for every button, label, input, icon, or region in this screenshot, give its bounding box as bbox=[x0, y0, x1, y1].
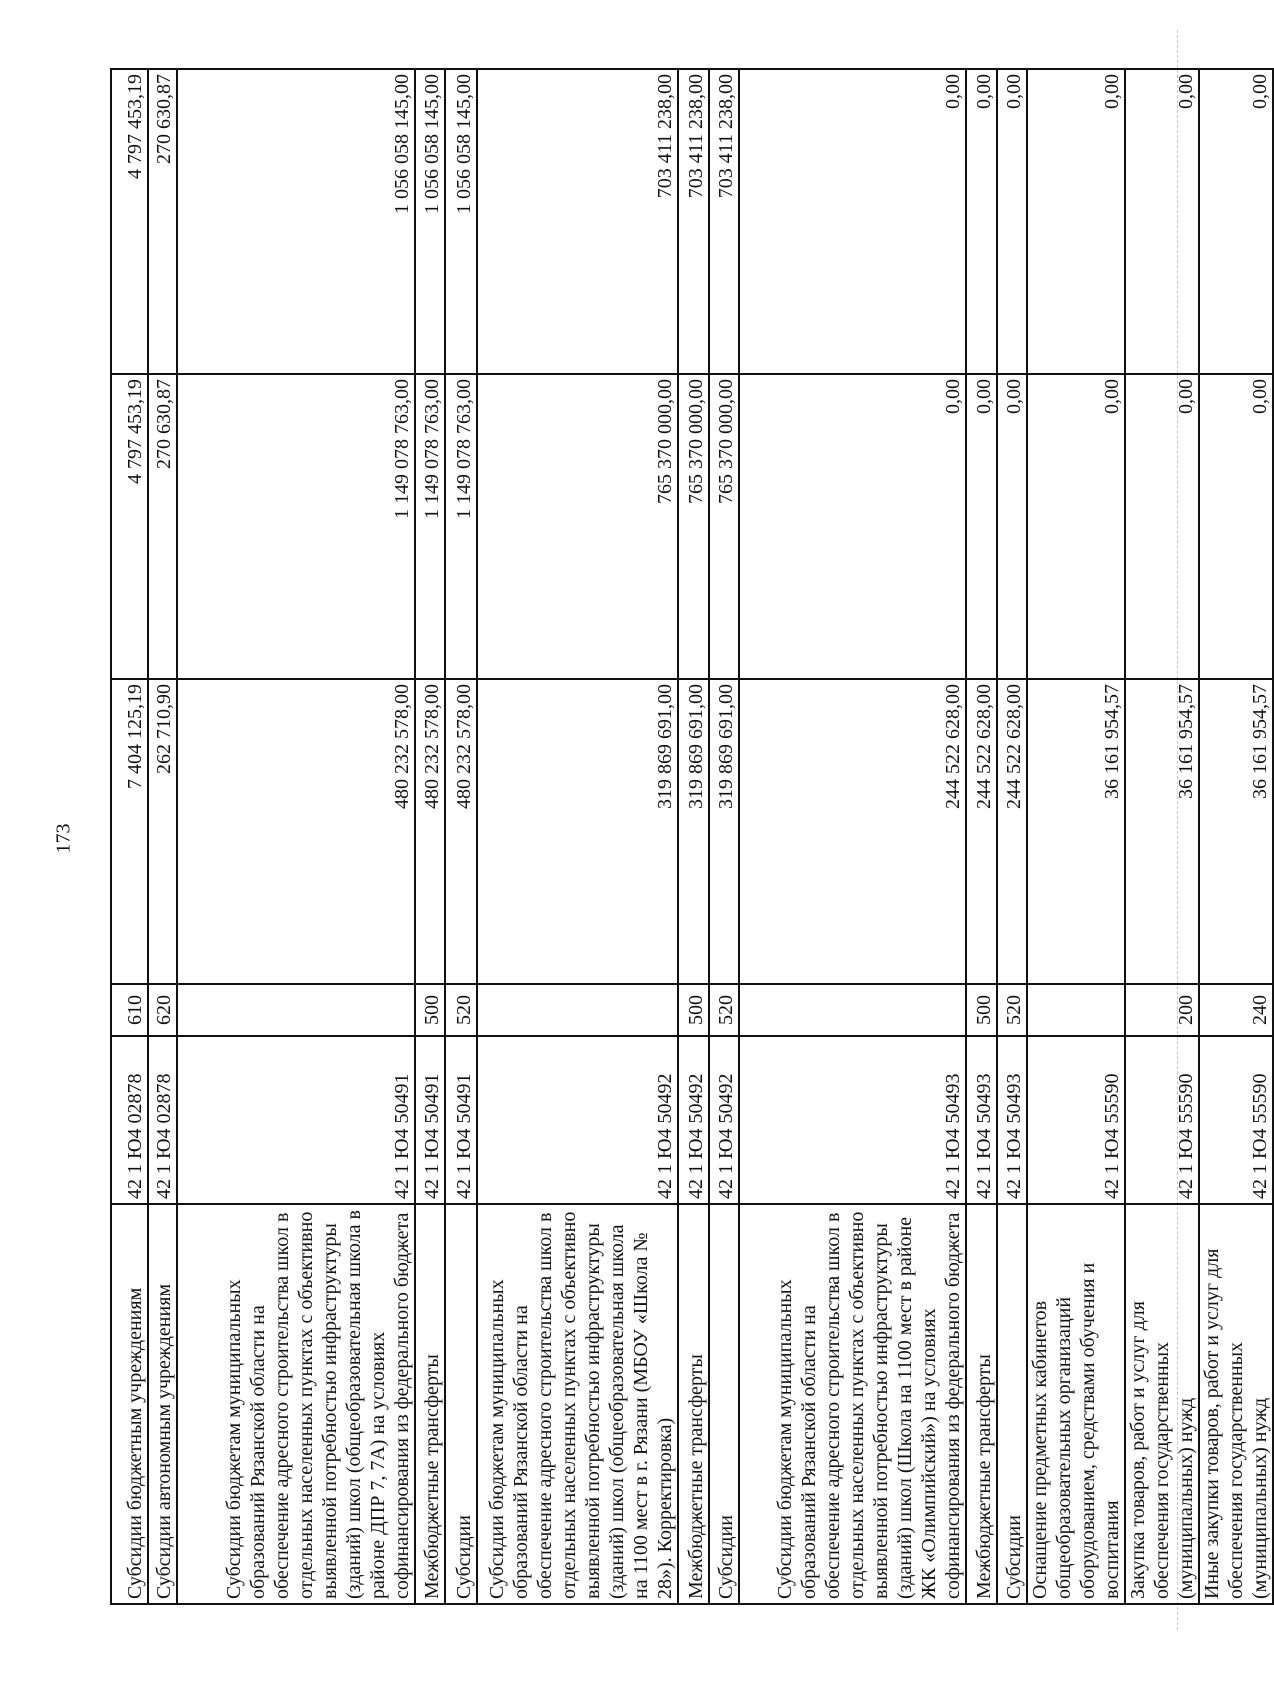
row-value-1: 480 232 578,00 bbox=[445, 679, 477, 984]
table-row bbox=[111, 69, 148, 1604]
row-value-3: 0,00 bbox=[739, 69, 966, 374]
row-type: 500 bbox=[678, 984, 709, 1036]
row-type bbox=[477, 984, 678, 1036]
row-description: Субсидии бюджетам муниципальных образований Рязанской области на обеспечение адресного строительства школ в отдельных населенных пунктах с объективно выявленной потребностью инфраструктуры (зданий) школ (общеобразовательная школа в районе ДПР 7, 7А) на условиях софинансирования из федерального бюджета bbox=[177, 1204, 415, 1604]
row-value-1: 319 869 691,00 bbox=[477, 679, 678, 984]
row-value-2: 0,00 bbox=[997, 374, 1027, 679]
table-row bbox=[997, 69, 1027, 1604]
row-value-2: 765 370 000,00 bbox=[678, 374, 709, 679]
row-code: 42 1 Ю4 50493 bbox=[997, 1036, 1027, 1204]
row-code: 42 1 Ю4 50492 bbox=[678, 1036, 709, 1204]
table-row bbox=[1027, 69, 1125, 1604]
row-value-2: 1 149 078 763,00 bbox=[415, 374, 445, 679]
row-code: 42 1 Ю4 50492 bbox=[477, 1036, 678, 1204]
row-code: 42 1 Ю4 50492 bbox=[709, 1036, 739, 1204]
row-value-1: 480 232 578,00 bbox=[177, 679, 415, 984]
row-description: Субсидии бюджетам муниципальных образований Рязанской области на обеспечение адресного строительства школ в отдельных населенных пунктах с объективно выявленной потребностью инфраструктуры (зданий) школ (общеобразовательная школа на 1100 мест в г. Рязани (МБОУ «Школа № 28»). Корректировка) bbox=[477, 1204, 678, 1604]
row-value-2: 1 149 078 763,00 bbox=[177, 374, 415, 679]
row-value-2: 0,00 bbox=[1199, 374, 1273, 679]
row-value-3: 703 411 238,00 bbox=[678, 69, 709, 374]
row-type bbox=[739, 984, 966, 1036]
row-description: Субсидии автономным учреждениям bbox=[148, 1204, 177, 1604]
row-type: 500 bbox=[415, 984, 445, 1036]
row-value-3: 4 797 453,19 bbox=[111, 69, 148, 374]
row-value-3: 0,00 bbox=[1125, 69, 1199, 374]
table-row bbox=[148, 69, 177, 1604]
row-value-2: 1 149 078 763,00 bbox=[445, 374, 477, 679]
row-value-1: 244 522 628,00 bbox=[997, 679, 1027, 984]
row-code: 42 1 Ю4 50491 bbox=[415, 1036, 445, 1204]
row-code: 42 1 Ю4 02878 bbox=[111, 1036, 148, 1204]
row-value-2: 4 797 453,19 bbox=[111, 374, 148, 679]
row-value-3: 0,00 bbox=[1027, 69, 1125, 374]
row-value-1: 244 522 628,00 bbox=[966, 679, 997, 984]
row-value-2: 0,00 bbox=[1125, 374, 1199, 679]
table-row bbox=[739, 69, 966, 1604]
row-value-3: 0,00 bbox=[966, 69, 997, 374]
row-value-3: 1 056 058 145,00 bbox=[445, 69, 477, 374]
row-description: Субсидии bbox=[445, 1204, 477, 1604]
row-type: 520 bbox=[709, 984, 739, 1036]
row-description: Субсидии bbox=[709, 1204, 739, 1604]
row-description: Межбюджетные трансферты bbox=[966, 1204, 997, 1604]
row-value-2: 0,00 bbox=[739, 374, 966, 679]
rotated-table-wrapper bbox=[0, 55, 1271, 1655]
row-value-1: 319 869 691,00 bbox=[709, 679, 739, 984]
row-value-1: 262 710,90 bbox=[148, 679, 177, 984]
row-type bbox=[1027, 984, 1125, 1036]
row-description: Межбюджетные трансферты bbox=[415, 1204, 445, 1604]
row-value-3: 0,00 bbox=[997, 69, 1027, 374]
row-value-2: 765 370 000,00 bbox=[477, 374, 678, 679]
row-type: 500 bbox=[966, 984, 997, 1036]
row-value-2: 270 630,87 bbox=[148, 374, 177, 679]
table-row bbox=[678, 69, 709, 1604]
row-type: 520 bbox=[997, 984, 1027, 1036]
table-row bbox=[415, 69, 445, 1604]
row-value-1: 244 522 628,00 bbox=[739, 679, 966, 984]
row-type: 520 bbox=[445, 984, 477, 1036]
row-value-1: 319 869 691,00 bbox=[678, 679, 709, 984]
page-number: 173 bbox=[52, 823, 75, 854]
row-value-3: 270 630,87 bbox=[148, 69, 177, 374]
row-code: 42 1 Ю4 50491 bbox=[445, 1036, 477, 1204]
row-type: 200 bbox=[1125, 984, 1199, 1036]
table-row bbox=[1199, 69, 1273, 1604]
row-value-1: 36 161 954,57 bbox=[1027, 679, 1125, 984]
row-value-1: 7 404 125,19 bbox=[111, 679, 148, 984]
row-description: Межбюджетные трансферты bbox=[678, 1204, 709, 1604]
row-code: 42 1 Ю4 02878 bbox=[148, 1036, 177, 1204]
row-value-2: 0,00 bbox=[966, 374, 997, 679]
row-code: 42 1 Ю4 50491 bbox=[177, 1036, 415, 1204]
row-type bbox=[177, 984, 415, 1036]
row-type: 240 bbox=[1199, 984, 1273, 1036]
row-value-1: 480 232 578,00 bbox=[415, 679, 445, 984]
row-description: Закупка товаров, работ и услуг для обеспечения государственных (муниципальных) нужд bbox=[1125, 1204, 1199, 1604]
row-description: Иные закупки товаров, работ и услуг для обеспечения государственных (муниципальных) нужд bbox=[1199, 1204, 1273, 1604]
table-row bbox=[709, 69, 739, 1604]
budget-table-body bbox=[111, 69, 1273, 1604]
row-code: 42 1 Ю4 55590 bbox=[1125, 1036, 1199, 1204]
row-code: 42 1 Ю4 50493 bbox=[966, 1036, 997, 1204]
table-row bbox=[177, 69, 415, 1604]
row-type: 620 bbox=[148, 984, 177, 1036]
row-code: 42 1 Ю4 55590 bbox=[1027, 1036, 1125, 1204]
table-row bbox=[445, 69, 477, 1604]
row-value-3: 703 411 238,00 bbox=[477, 69, 678, 374]
row-value-1: 36 161 954,57 bbox=[1125, 679, 1199, 984]
row-description: Субсидии бюджетам муниципальных образований Рязанской области на обеспечение адресного строительства школ в отдельных населенных пунктах с объективно выявленной потребностью инфраструктуры (зданий) школ (Школа на 1100 мест в районе ЖК «Олимпийский») на условиях софинансирования из федерального бюджета bbox=[739, 1204, 966, 1604]
row-description: Субсидии bbox=[997, 1204, 1027, 1604]
row-value-2: 765 370 000,00 bbox=[709, 374, 739, 679]
table-row bbox=[1125, 69, 1199, 1604]
row-value-3: 0,00 bbox=[1199, 69, 1273, 374]
row-description: Оснащение предметных кабинетов общеобразовательных организаций оборудованием, средствами обучения и воспитания bbox=[1027, 1204, 1125, 1604]
row-code: 42 1 Ю4 55590 bbox=[1199, 1036, 1273, 1204]
table-row bbox=[477, 69, 678, 1604]
budget-table bbox=[110, 68, 1274, 1605]
row-value-3: 1 056 058 145,00 bbox=[415, 69, 445, 374]
row-value-3: 703 411 238,00 bbox=[709, 69, 739, 374]
row-value-3: 1 056 058 145,00 bbox=[177, 69, 415, 374]
row-value-2: 0,00 bbox=[1027, 374, 1125, 679]
row-type: 610 bbox=[111, 984, 148, 1036]
row-description: Субсидии бюджетным учреждениям bbox=[111, 1204, 148, 1604]
table-row bbox=[966, 69, 997, 1604]
row-code: 42 1 Ю4 50493 bbox=[739, 1036, 966, 1204]
row-value-1: 36 161 954,57 bbox=[1199, 679, 1273, 984]
